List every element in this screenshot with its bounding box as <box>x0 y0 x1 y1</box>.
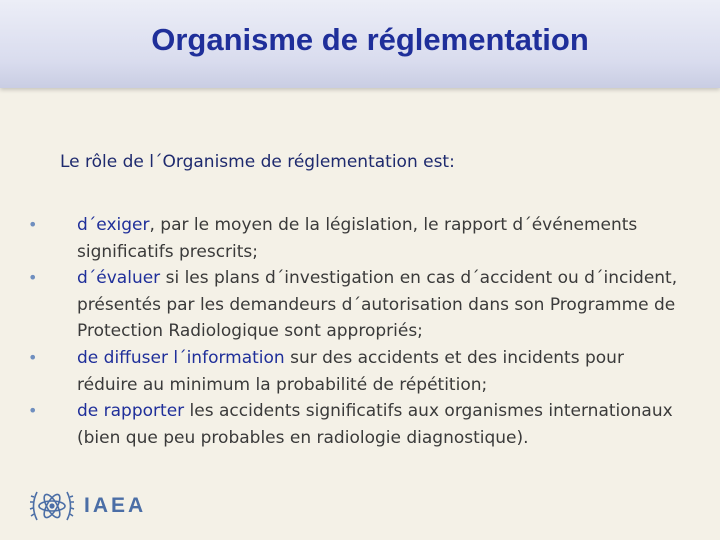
logo-text: IAEA <box>84 494 147 517</box>
bullet-text: sur des accidents et des incidents pour réduire au minimum la probabilité de répétition; <box>77 347 624 395</box>
page-title: Organisme de réglementation <box>151 22 589 57</box>
list-item <box>28 345 678 398</box>
bullet-dot-icon: • <box>28 401 38 421</box>
bullet-dot-icon: • <box>28 268 38 288</box>
iaea-emblem-icon <box>28 483 76 529</box>
bullet-dot-icon: • <box>28 215 38 234</box>
iaea-logo <box>28 483 146 529</box>
list-item <box>28 265 678 345</box>
intro-text: Le rôle de l´Organisme de réglementation est: <box>60 152 455 172</box>
list-item <box>28 398 678 451</box>
bullet-dot-icon: • <box>28 347 38 367</box>
bullet-list <box>28 212 678 451</box>
bullet-lead: de diffuser l´information <box>77 347 285 368</box>
bullet-lead: de rapporter <box>77 401 185 422</box>
bullet-lead: d´évaluer <box>77 268 161 289</box>
bullet-lead: d´exiger <box>77 215 150 235</box>
bullet-text: , par le moyen de la législation, le rapport d´événements significatifs prescrits; <box>77 215 638 262</box>
bullet-text: les accidents significatifs aux organismes internationaux (bien que peu probables en radiologie diagnostique). <box>77 401 673 448</box>
bullet-text: si les plans d´investigation en cas d´accident ou d´incident, présentés par les demandeurs d´autorisation dans son Programme de Protection Radiologique sont appropriés; <box>77 268 678 342</box>
list-item <box>28 212 678 265</box>
